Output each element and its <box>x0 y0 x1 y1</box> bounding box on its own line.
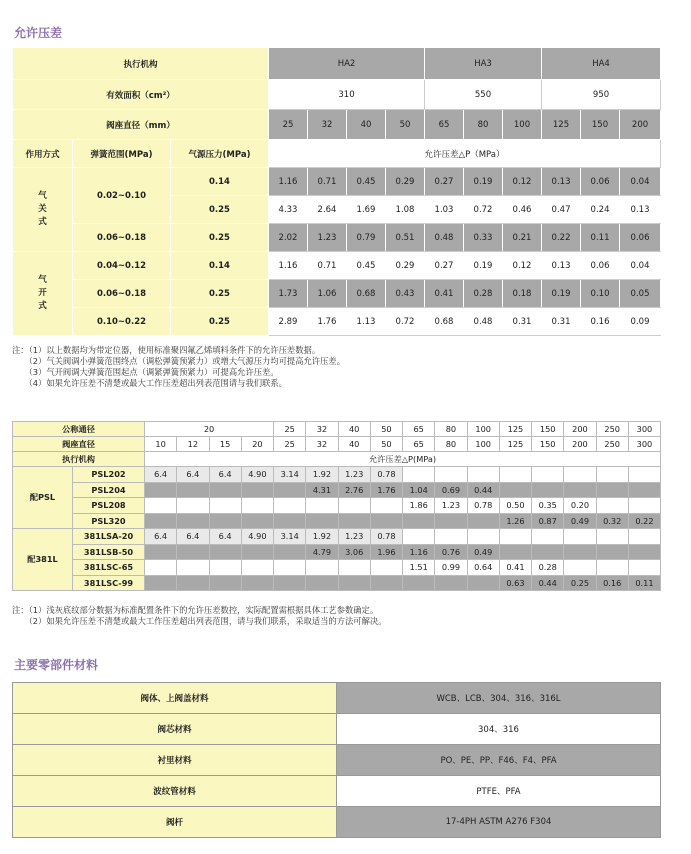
material-value: WCB、LCB、304、316、316L <box>337 683 661 714</box>
dp-value: 0.35 <box>532 498 564 514</box>
dp-value <box>403 529 435 545</box>
dp-value: 0.45 <box>347 252 386 280</box>
nominal-cell: 100 <box>467 422 499 437</box>
dp-value: 0.16 <box>596 575 628 591</box>
nominal-label: 公称通径 <box>13 422 145 437</box>
dp-value: 0.28 <box>464 280 503 308</box>
dp-value <box>177 498 209 514</box>
dp-value: 0.04 <box>620 252 661 280</box>
dp-value: 0.78 <box>370 467 402 483</box>
seat-cell: 65 <box>403 437 435 452</box>
dp-value: 6.4 <box>209 467 241 483</box>
dp-value <box>209 560 241 576</box>
dp-value <box>274 575 306 591</box>
supply-label: 气源压力(MPa) <box>171 140 269 168</box>
dp-value: 1.69 <box>347 196 386 224</box>
area-ha3: 550 <box>425 80 542 110</box>
dp-value <box>564 544 596 560</box>
dp-value <box>403 467 435 483</box>
dp-value: 1.23 <box>338 529 370 545</box>
dp-value <box>274 498 306 514</box>
dp-value <box>274 513 306 529</box>
dp-value <box>177 544 209 560</box>
dp-value <box>209 498 241 514</box>
dp-value <box>338 498 370 514</box>
dp-value <box>145 560 177 576</box>
dp-value <box>241 482 273 498</box>
dp-value <box>435 529 467 545</box>
dp-value: 0.63 <box>499 575 531 591</box>
dp-value: 6.4 <box>145 467 177 483</box>
dp-value <box>177 575 209 591</box>
dp-value: 0.71 <box>308 252 347 280</box>
actuator-ha4: HA4 <box>542 48 661 80</box>
dp-value <box>499 529 531 545</box>
dp-value <box>564 467 596 483</box>
seat-cell: 200 <box>564 437 596 452</box>
dp-value <box>145 498 177 514</box>
seat-cell: 32 <box>308 110 347 140</box>
dp-value <box>338 560 370 576</box>
supply-pressure: 0.25 <box>171 308 269 336</box>
dp-value: 0.64 <box>467 560 499 576</box>
dp-value: 6.4 <box>145 529 177 545</box>
dp-value: 0.41 <box>425 280 464 308</box>
dp-value <box>306 560 338 576</box>
nominal-cell: 32 <box>306 422 338 437</box>
dp-value <box>596 529 628 545</box>
seat-cell: 250 <box>596 437 628 452</box>
dp-value <box>177 560 209 576</box>
dp-value <box>628 560 660 576</box>
seat-cell: 150 <box>532 437 564 452</box>
dp-value <box>209 575 241 591</box>
dp-value: 4.31 <box>306 482 338 498</box>
dp-value: 0.31 <box>542 308 581 336</box>
dp-value: 6.4 <box>209 529 241 545</box>
actuator-model: 381LSC-99 <box>73 575 145 591</box>
notes-1 <box>12 345 345 389</box>
seat-cell: 125 <box>499 437 531 452</box>
spring-range: 0.04~0.12 <box>73 252 171 280</box>
dp-value: 0.18 <box>503 280 542 308</box>
material-value: 304、316 <box>337 714 661 745</box>
dp-value: 1.13 <box>347 308 386 336</box>
dp-value: 3.14 <box>274 529 306 545</box>
air-close-label: 气 关 式 <box>13 168 73 252</box>
spring-range: 0.02~0.10 <box>73 168 171 224</box>
seat-cell: 80 <box>435 437 467 452</box>
supply-pressure: 0.25 <box>171 280 269 308</box>
actuator-model: 381LSB-50 <box>73 544 145 560</box>
dp-value <box>274 482 306 498</box>
dp-value: 6.4 <box>177 467 209 483</box>
dp-value: 2.89 <box>269 308 308 336</box>
dp-value: 0.11 <box>628 575 660 591</box>
dp-value <box>241 513 273 529</box>
actuator-model: PSL208 <box>73 498 145 514</box>
dp-value <box>241 575 273 591</box>
seat-cell: 32 <box>306 437 338 452</box>
dp-value: 0.49 <box>467 544 499 560</box>
note-line: （2）气关阀调小弹簧范围终点（调松弹簧预紧力）或增大气源压力均可提高允许压差。 <box>12 356 346 366</box>
dp-value <box>145 575 177 591</box>
material-part: 波纹管材料 <box>13 776 337 807</box>
dp-value <box>435 575 467 591</box>
nominal-cell: 200 <box>564 422 596 437</box>
dp-value <box>628 498 660 514</box>
dp-value: 0.32 <box>596 513 628 529</box>
nominal-cell: 125 <box>499 422 531 437</box>
spring-label: 弹簧范围(MPa) <box>73 140 171 168</box>
dp-value: 3.06 <box>338 544 370 560</box>
dp-value <box>209 482 241 498</box>
dp-value: 0.31 <box>503 308 542 336</box>
section-title-pressure: 允许压差 <box>14 26 63 40</box>
dp-value: 4.33 <box>269 196 308 224</box>
dp-value: 1.16 <box>403 544 435 560</box>
dp-value: 0.28 <box>532 560 564 576</box>
dp-value: 0.44 <box>467 482 499 498</box>
dp-value <box>499 467 531 483</box>
seat-cell: 25 <box>269 110 308 140</box>
dp-value: 0.06 <box>581 252 620 280</box>
dp-value: 0.71 <box>308 168 347 196</box>
seat-cell: 20 <box>241 437 273 452</box>
seat-cell: 100 <box>467 437 499 452</box>
dp-value: 1.16 <box>269 168 308 196</box>
actuator-ha3: HA3 <box>425 48 542 80</box>
dp-value: 6.4 <box>177 529 209 545</box>
material-part: 阀芯材料 <box>13 714 337 745</box>
dp-value <box>241 498 273 514</box>
dp-value: 0.10 <box>581 280 620 308</box>
dp-value: 1.26 <box>499 513 531 529</box>
material-part: 阀体、上阀盖材料 <box>13 683 337 714</box>
dp-value <box>564 560 596 576</box>
dp-value <box>596 544 628 560</box>
seat-cell: 40 <box>338 437 370 452</box>
dp-value <box>564 482 596 498</box>
actuator-model: 381LSC-65 <box>73 560 145 576</box>
area-ha2: 310 <box>269 80 425 110</box>
dp-value: 0.46 <box>503 196 542 224</box>
spring-range: 0.06~0.18 <box>73 224 171 252</box>
material-value: 17-4PH ASTM A276 F304 <box>337 807 661 838</box>
dp-value: 1.04 <box>403 482 435 498</box>
seat-cell: 15 <box>209 437 241 452</box>
nominal-cell: 65 <box>403 422 435 437</box>
dp-value: 1.08 <box>386 196 425 224</box>
dp-value <box>403 575 435 591</box>
dp-value: 0.12 <box>503 252 542 280</box>
actuator-model: PSL204 <box>73 482 145 498</box>
actuator-model: PSL202 <box>73 467 145 483</box>
nominal-cell: 80 <box>435 422 467 437</box>
nominal-cell: 25 <box>274 422 306 437</box>
dp-value: 1.96 <box>370 544 402 560</box>
dp-value: 0.29 <box>386 168 425 196</box>
dp-value <box>564 529 596 545</box>
dp-value: 0.27 <box>425 252 464 280</box>
dp-value <box>145 544 177 560</box>
seat-cell: 50 <box>386 110 425 140</box>
actuator-model: PSL320 <box>73 513 145 529</box>
dp-value: 0.44 <box>532 575 564 591</box>
supply-pressure: 0.25 <box>171 224 269 252</box>
dp-label-2: 允许压差△P(MPa) <box>145 452 661 467</box>
dp-value <box>435 513 467 529</box>
dp-value: 0.47 <box>542 196 581 224</box>
dp-value: 1.16 <box>269 252 308 280</box>
dp-value <box>596 467 628 483</box>
nominal-cell: 50 <box>370 422 402 437</box>
dp-value <box>241 544 273 560</box>
dp-value: 0.78 <box>467 498 499 514</box>
spring-range: 0.06~0.18 <box>73 280 171 308</box>
note-line: （4）如果允许压差不清楚或最大工作压差超出列表范围请与我们联系。 <box>12 378 287 388</box>
material-part: 衬里材料 <box>13 745 337 776</box>
dp-value <box>306 575 338 591</box>
dp-value: 0.22 <box>628 513 660 529</box>
dp-value <box>274 544 306 560</box>
dp-value: 0.06 <box>620 224 661 252</box>
dp-value: 0.78 <box>370 529 402 545</box>
dp-value: 1.23 <box>338 467 370 483</box>
note-line: （2）如果允许压差不清楚或最大工作压差超出列表范围，请与我们联系，采取适当的方法可解决。 <box>12 616 387 626</box>
dp-value: 0.12 <box>503 168 542 196</box>
dp-value: 4.79 <box>306 544 338 560</box>
dp-value: 0.87 <box>532 513 564 529</box>
dp-value <box>596 498 628 514</box>
dp-value <box>370 575 402 591</box>
seat-cell: 65 <box>425 110 464 140</box>
seat-cell: 12 <box>177 437 209 452</box>
dp-value <box>338 513 370 529</box>
seat-cell: 200 <box>620 110 661 140</box>
dp-value <box>596 560 628 576</box>
dp-value: 0.68 <box>347 280 386 308</box>
dp-value: 1.03 <box>425 196 464 224</box>
materials-table <box>12 682 661 838</box>
actuator-ha2: HA2 <box>269 48 425 80</box>
seat-label-2: 阀座直径 <box>13 437 145 452</box>
seat-cell: 40 <box>347 110 386 140</box>
dp-value <box>499 544 531 560</box>
dp-value: 0.43 <box>386 280 425 308</box>
dp-value <box>628 482 660 498</box>
dp-value: 1.76 <box>370 482 402 498</box>
note-line: 注：（1）浅灰底纹部分数据为标准配置条件下的允许压差数控，实际配置需根据具体工艺参数确定。 <box>12 605 379 615</box>
dp-value: 0.49 <box>564 513 596 529</box>
dp-value: 0.50 <box>499 498 531 514</box>
material-value: PO、PE、PP、F46、F4、PFA <box>337 745 661 776</box>
dp-value: 0.79 <box>347 224 386 252</box>
dp-value <box>209 544 241 560</box>
dp-value: 1.73 <box>269 280 308 308</box>
material-part: 阀杆 <box>13 807 337 838</box>
dp-value <box>467 513 499 529</box>
supply-pressure: 0.14 <box>171 252 269 280</box>
dp-value <box>628 544 660 560</box>
dp-value <box>306 513 338 529</box>
nominal-cell: 40 <box>338 422 370 437</box>
dp-value: 0.48 <box>425 224 464 252</box>
dp-value: 0.48 <box>464 308 503 336</box>
seat-cell: 300 <box>628 437 660 452</box>
seat-cell: 10 <box>145 437 177 452</box>
group-381l: 配381L <box>13 529 73 591</box>
dp-value <box>403 513 435 529</box>
seat-cell: 100 <box>503 110 542 140</box>
dp-value <box>596 482 628 498</box>
dp-value: 0.04 <box>620 168 661 196</box>
group-psl: 配PSL <box>13 467 73 529</box>
dp-value: 4.90 <box>241 467 273 483</box>
notes-2 <box>12 605 387 627</box>
nominal-cell: 300 <box>628 422 660 437</box>
dp-value <box>241 560 273 576</box>
dp-value: 1.23 <box>435 498 467 514</box>
note-line: （3）气开阀调大弹簧范围起点（调紧弹簧预紧力）可提高允许压差。 <box>12 367 279 377</box>
dp-value: 0.13 <box>542 252 581 280</box>
dp-value: 0.19 <box>464 252 503 280</box>
dp-value: 0.24 <box>581 196 620 224</box>
dp-value <box>467 529 499 545</box>
seat-cell: 125 <box>542 110 581 140</box>
dp-value: 0.19 <box>464 168 503 196</box>
pressure-table-psl <box>12 421 661 591</box>
dp-value: 1.23 <box>308 224 347 252</box>
dp-value: 0.33 <box>464 224 503 252</box>
dp-value <box>467 575 499 591</box>
dp-value <box>532 529 564 545</box>
supply-pressure: 0.25 <box>171 196 269 224</box>
dp-value: 0.41 <box>499 560 531 576</box>
dp-value <box>628 529 660 545</box>
dp-value <box>338 575 370 591</box>
dp-value <box>370 513 402 529</box>
air-open-label: 气 开 式 <box>13 252 73 336</box>
actuator-model: 381LSA-20 <box>73 529 145 545</box>
dp-value: 0.13 <box>620 196 661 224</box>
dp-value <box>274 560 306 576</box>
material-value: PTFE、PFA <box>337 776 661 807</box>
seat-cell: 80 <box>464 110 503 140</box>
dp-value: 0.25 <box>564 575 596 591</box>
dp-value <box>435 467 467 483</box>
dp-value: 0.19 <box>542 280 581 308</box>
dp-value: 0.68 <box>425 308 464 336</box>
dp-value: 2.02 <box>269 224 308 252</box>
dp-value <box>532 482 564 498</box>
mode-label: 作用方式 <box>13 140 73 168</box>
dp-value <box>177 513 209 529</box>
dp-value <box>145 482 177 498</box>
note-line: 注：（1）以上数据均为带定位器，使用标准聚四氟乙烯填料条件下的允许压差数据。 <box>12 345 321 355</box>
spring-range: 0.10~0.22 <box>73 308 171 336</box>
seat-cell: 25 <box>274 437 306 452</box>
dp-value: 0.09 <box>620 308 661 336</box>
area-label: 有效面积（cm²） <box>13 80 269 110</box>
dp-value: 0.45 <box>347 168 386 196</box>
dp-value <box>499 482 531 498</box>
seat-cell: 50 <box>370 437 402 452</box>
dp-value: 0.72 <box>464 196 503 224</box>
nominal-cell: 250 <box>596 422 628 437</box>
nominal-cell: 150 <box>532 422 564 437</box>
dp-value <box>532 544 564 560</box>
seat-cell: 150 <box>581 110 620 140</box>
dp-value <box>467 467 499 483</box>
actuator-label-2: 执行机构 <box>13 452 145 467</box>
seat-label: 阀座直径（mm） <box>13 110 269 140</box>
dp-value: 1.92 <box>306 529 338 545</box>
dp-value <box>209 513 241 529</box>
dp-value: 0.99 <box>435 560 467 576</box>
dp-value: 1.86 <box>403 498 435 514</box>
dp-value: 0.29 <box>386 252 425 280</box>
supply-pressure: 0.14 <box>171 168 269 196</box>
dp-value: 1.76 <box>308 308 347 336</box>
dp-value <box>306 498 338 514</box>
dp-value <box>145 513 177 529</box>
dp-value: 2.64 <box>308 196 347 224</box>
dp-value <box>370 560 402 576</box>
dp-value: 0.51 <box>386 224 425 252</box>
dp-value <box>532 467 564 483</box>
dp-value: 1.51 <box>403 560 435 576</box>
dp-value: 4.90 <box>241 529 273 545</box>
actuator-label: 执行机构 <box>13 48 269 80</box>
dp-value: 3.14 <box>274 467 306 483</box>
dp-value: 0.69 <box>435 482 467 498</box>
dp-value: 1.92 <box>306 467 338 483</box>
dp-value <box>177 482 209 498</box>
dp-value <box>370 498 402 514</box>
dp-value: 0.20 <box>564 498 596 514</box>
dp-value: 0.05 <box>620 280 661 308</box>
section-title-materials: 主要零部件材料 <box>14 658 99 672</box>
dp-value: 0.13 <box>542 168 581 196</box>
dp-value: 0.76 <box>435 544 467 560</box>
dp-value: 0.11 <box>581 224 620 252</box>
pressure-table-ha <box>12 47 661 336</box>
dp-value <box>628 467 660 483</box>
dp-value: 0.16 <box>581 308 620 336</box>
area-ha4: 950 <box>542 80 661 110</box>
dp-value: 1.06 <box>308 280 347 308</box>
nominal-cell: 20 <box>145 422 274 437</box>
dp-value: 0.27 <box>425 168 464 196</box>
dp-value: 0.21 <box>503 224 542 252</box>
dp-value: 0.06 <box>581 168 620 196</box>
dp-label: 允许压差△P（MPa） <box>269 140 661 168</box>
dp-value: 0.72 <box>386 308 425 336</box>
dp-value: 0.22 <box>542 224 581 252</box>
dp-value: 2.76 <box>338 482 370 498</box>
